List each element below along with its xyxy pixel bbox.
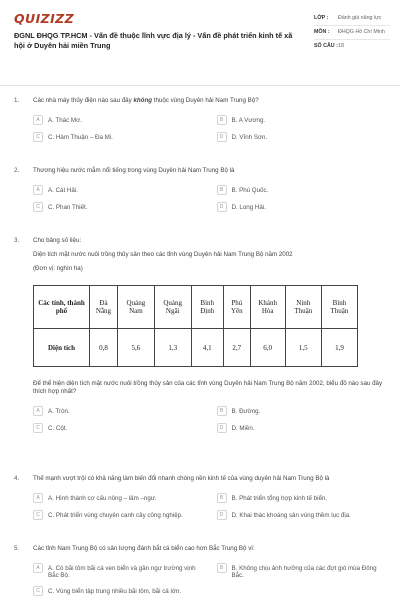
option-letter: A	[33, 563, 43, 573]
table-province: Bình Định	[191, 286, 223, 329]
option-b[interactable]	[217, 115, 387, 125]
table-value: 4,1	[191, 329, 223, 367]
option-text: C. Phan Thiết.	[48, 204, 88, 211]
table-value: 5,6	[117, 329, 154, 367]
option-text: C. Cột.	[48, 425, 68, 432]
option-text: B. Phát triển tổng hợp kinh tế biển.	[231, 495, 328, 502]
meta-value: Đánh giá năng lực	[338, 15, 382, 21]
table-province: Quảng Ngãi	[154, 286, 191, 329]
option-a[interactable]	[33, 185, 203, 195]
option-a[interactable]	[33, 406, 203, 416]
emphasis-text: không	[133, 97, 153, 104]
option-d[interactable]	[217, 202, 387, 212]
meta-value: 18	[338, 43, 344, 49]
option-text: D. Vĩnh Sơn.	[231, 134, 268, 141]
option-text: B. Đường.	[231, 408, 261, 415]
option-c[interactable]	[33, 132, 203, 142]
option-a[interactable]	[33, 493, 203, 503]
option-d[interactable]	[217, 510, 387, 520]
answer-options	[33, 115, 386, 142]
option-a[interactable]	[33, 563, 203, 579]
option-letter: B	[217, 185, 227, 195]
question-2	[14, 167, 386, 212]
option-c[interactable]	[33, 423, 203, 433]
question-4	[14, 475, 386, 520]
question-1	[14, 97, 386, 142]
table-value: 6,0	[250, 329, 285, 367]
option-text: A. Tròn.	[48, 408, 70, 415]
answer-options	[33, 406, 386, 433]
option-letter: C	[33, 132, 43, 142]
data-table	[33, 285, 358, 367]
table-province: Quảng Nam	[117, 286, 154, 329]
meta-label: LỚP :	[314, 15, 329, 21]
table-value: 1,5	[285, 329, 321, 367]
question-3	[14, 237, 386, 433]
option-letter: D	[217, 510, 227, 520]
meta-label: MÔN :	[314, 29, 330, 35]
worksheet-meta	[314, 12, 390, 53]
option-c[interactable]	[33, 510, 203, 520]
option-text: C. Vùng biển tập trung nhiều bãi tôm, bãi cá lớn.	[48, 588, 182, 595]
table-value: 2,7	[223, 329, 250, 367]
meta-subject	[314, 26, 390, 40]
question-text: Để thể hiện diện tích mặt nước nuôi trồng thủy sản của các tỉnh vùng Duyên hải Nam Trung Bộ năm 2002, biểu đồ nào sau đây thích hợp nhất?	[33, 380, 383, 395]
option-b[interactable]	[217, 406, 387, 416]
meta-question-count	[314, 40, 390, 53]
option-text: B. Không chịu ảnh hưởng của các đợt gió mùa Đông Bắc.	[231, 565, 377, 579]
option-d[interactable]	[217, 423, 387, 433]
answer-options	[33, 563, 386, 596]
option-a[interactable]	[33, 115, 203, 125]
option-letter: B	[217, 493, 227, 503]
table-unit: (Đơn vị: nghìn ha)	[33, 265, 83, 272]
question-text: Thế mạnh vượt trội có khả năng làm biến đổi nhanh chóng nền kinh tế của vùng duyên hải Nam Trung Bộ là	[33, 475, 330, 482]
question-number: 2.	[14, 167, 20, 174]
option-d[interactable]	[217, 132, 387, 142]
question-number: 4.	[14, 475, 20, 482]
option-text: C. Phát triển vùng chuyên canh cây công nghiệp.	[48, 512, 183, 519]
option-text: D. Miền.	[231, 425, 255, 432]
option-text: A. Hình thành cơ cấu nông – lâm –ngư.	[48, 495, 157, 502]
option-letter: D	[217, 423, 227, 433]
answer-options	[33, 493, 386, 520]
option-text: D. Khai thác khoáng sản vùng thềm lục địa.	[231, 512, 351, 519]
option-letter: B	[217, 563, 227, 573]
table-province: Khánh Hòa	[250, 286, 285, 329]
option-text: A. Cát Hải.	[48, 187, 78, 194]
question-number: 5.	[14, 545, 20, 552]
table-header-row	[34, 286, 358, 329]
option-text: D. Long Hải.	[231, 204, 266, 211]
quizizz-logo: QUIZIZZ	[14, 11, 75, 26]
option-b[interactable]	[217, 185, 387, 195]
meta-value: ĐHQG Hồ Chí Minh	[338, 29, 385, 35]
table-province: Đà Nẵng	[90, 286, 118, 329]
table-value: 0,8	[90, 329, 118, 367]
table-province: Phú Yên	[223, 286, 250, 329]
header-divider	[0, 85, 400, 86]
option-letter: D	[217, 202, 227, 212]
option-letter: C	[33, 202, 43, 212]
option-b[interactable]	[217, 493, 387, 503]
table-caption: Diện tích mặt nước nuôi trồng thủy sản theo các tỉnh vùng Duyên hải Nam Trung Bộ năm 2002	[33, 251, 293, 258]
table-value: 1,9	[321, 329, 357, 367]
option-letter: D	[217, 132, 227, 142]
table-value-row	[34, 329, 358, 367]
question-text: Các nhà máy thủy điện nào sau đây không thuộc vùng Duyên hải Nam Trung Bộ?	[33, 97, 259, 104]
option-text: A. Thác Mơ.	[48, 117, 82, 124]
question-text: Các tỉnh Nam Trung Bộ có sản lượng đánh bắt cá biển cao hơn Bắc Trung Bộ vì:	[33, 545, 255, 552]
option-letter: C	[33, 586, 43, 596]
table-province: Bình Thuận	[321, 286, 357, 329]
table-province: Ninh Thuận	[285, 286, 321, 329]
question-intro: Cho bảng số liệu:	[33, 237, 82, 244]
meta-label: SỐ CÂU :	[314, 43, 338, 49]
option-text: B. A Vương.	[231, 117, 266, 124]
answer-options	[33, 185, 386, 212]
option-letter: A	[33, 493, 43, 503]
worksheet-title: ĐGNL ĐHQG TP.HCM - Vấn đề thuộc lĩnh vực địa lý - Vấn đề phát triển kinh tế xã hội ở Duyên hải miền Trung	[14, 31, 293, 50]
option-text: B. Phú Quốc.	[231, 187, 269, 194]
meta-class	[314, 12, 390, 26]
question-text: Thương hiệu nước mắm nổi tiếng trong vùng Duyên hải Nam Trung Bộ là	[33, 167, 235, 174]
option-letter: B	[217, 115, 227, 125]
option-letter: C	[33, 510, 43, 520]
option-text: A. Có bãi tôm bãi cá ven biển và gần ngư trường vịnh Bắc Bộ.	[48, 565, 196, 579]
option-c[interactable]	[33, 202, 203, 212]
question-5	[14, 545, 386, 596]
table-value: 1,3	[154, 329, 191, 367]
option-letter: B	[217, 406, 227, 416]
option-letter: A	[33, 185, 43, 195]
option-letter: A	[33, 406, 43, 416]
table-row-label: Diện tích	[34, 329, 90, 367]
option-letter: C	[33, 423, 43, 433]
option-c[interactable]	[33, 586, 203, 596]
option-b[interactable]	[217, 563, 387, 579]
question-number: 1.	[14, 97, 20, 104]
table-header-label: Các tỉnh, thành phố	[34, 286, 90, 329]
option-text: C. Hàm Thuận – Đa Mi.	[48, 134, 113, 141]
option-letter: A	[33, 115, 43, 125]
question-number: 3.	[14, 237, 20, 244]
